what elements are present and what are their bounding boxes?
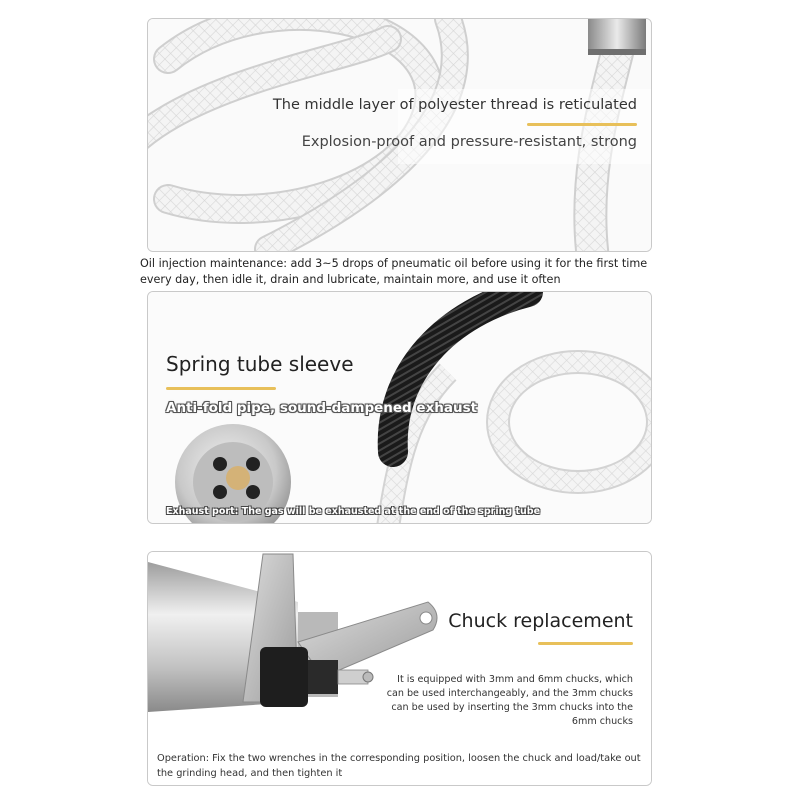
hose-panel	[147, 18, 652, 252]
spring-tube-title: Spring tube sleeve	[166, 352, 354, 376]
spring-tube-panel	[147, 291, 652, 524]
accent-underline	[538, 642, 633, 645]
accent-underline	[166, 387, 276, 390]
hose-heading: The middle layer of polyester thread is reticulated	[272, 97, 637, 113]
operation-instructions: Operation: Fix the two wrenches in the corresponding position, loosen the chuck and load/take out the grinding head, and then tighten it	[157, 753, 641, 779]
accent-underline	[527, 123, 637, 126]
spring-tube-subtitle: Anti-fold pipe, sound-dampened exhaust	[166, 400, 478, 416]
oil-maintenance-caption: Oil injection maintenance: add 3~5 drops of pneumatic oil before using it for the first time every day, then idle it, drain and lubricate, maintain more, and use it often	[140, 257, 648, 286]
chuck-title: Chuck replacement	[448, 610, 633, 632]
exhaust-port-caption: Exhaust port: The gas will be exhausted at the end of the spring tube	[166, 506, 541, 517]
chuck-panel	[147, 551, 652, 786]
chuck-description: It is equipped with 3mm and 6mm chucks, which can be used interchangeably, and the 3mm chucks can be used by inserting the 3mm chucks into the 6mm chucks	[386, 674, 633, 727]
hose-subheading: Explosion-proof and pressure-resistant, strong	[301, 134, 637, 150]
